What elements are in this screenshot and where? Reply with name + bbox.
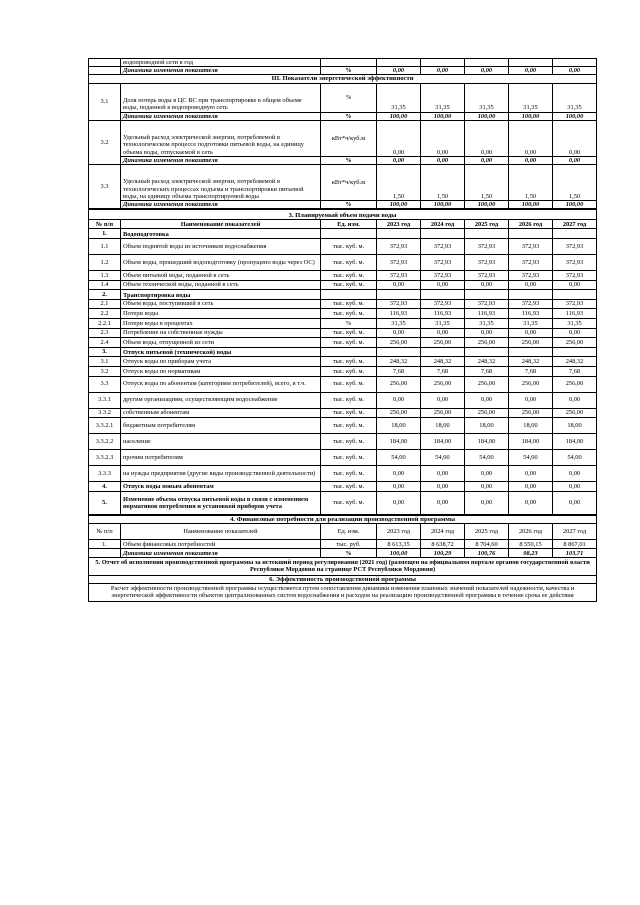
row-name: Объем питьевой воды, поданной в сеть	[121, 271, 321, 281]
row-value: 256,00	[553, 338, 597, 348]
row-value: 0,00	[553, 280, 597, 290]
row-value: 7,68	[421, 366, 465, 376]
row-value: 1,50	[509, 165, 553, 201]
row-value: 256,00	[377, 408, 421, 418]
row-unit: тыс. куб. м.	[321, 299, 377, 309]
fin-dyn-value: 100,29	[421, 548, 465, 557]
dyn-value: 100,00	[377, 201, 421, 209]
row-value: 31,35	[421, 83, 465, 112]
row-value: 372,93	[421, 255, 465, 271]
row-value: 0,00	[377, 466, 421, 482]
row-value: 372,93	[377, 239, 421, 255]
row-value: 184,00	[465, 434, 509, 450]
row-value: 248,32	[509, 357, 553, 367]
fin-row-name: Объем финансовых потребностей	[121, 539, 321, 548]
row-value: 0,00	[465, 392, 509, 408]
row-unit: %	[321, 318, 377, 328]
row-value: 0,00	[553, 392, 597, 408]
row-value: 256,00	[465, 376, 509, 392]
row-value: 0,00	[465, 482, 509, 492]
row-unit: тыс. куб. м.	[321, 466, 377, 482]
row-value: 0,00	[465, 466, 509, 482]
row-value: 18,00	[377, 418, 421, 434]
prev-row-cell	[421, 59, 465, 67]
row-value: 372,93	[553, 271, 597, 281]
row-value: 256,00	[465, 408, 509, 418]
fin-row-value: 8 704,60	[465, 539, 509, 548]
row-value: 0,00	[465, 280, 509, 290]
dyn-value: 100,00	[465, 201, 509, 209]
dyn-unit: %	[321, 67, 377, 75]
financial-needs-title: 4. Финансовые потребности для реализации производственной программы	[89, 515, 597, 523]
row-value: 7,68	[377, 366, 421, 376]
row-value: 256,00	[421, 376, 465, 392]
prev-row-name: водопроводной сети в год	[121, 59, 321, 67]
row-value: 256,00	[465, 338, 509, 348]
row-value: 372,93	[509, 271, 553, 281]
row-num: 1.	[89, 229, 121, 239]
row-value: 1,50	[377, 165, 421, 201]
row-value: 116,93	[553, 309, 597, 319]
header-num: № п/п	[89, 219, 121, 229]
row-value: 0,00	[377, 491, 421, 514]
section-cell	[321, 290, 377, 300]
row-value: 372,93	[421, 239, 465, 255]
fin-header-name: Наименование показателей	[121, 523, 321, 539]
row-value: 372,93	[465, 299, 509, 309]
dyn-value: 0,00	[553, 67, 597, 75]
dyn-value: 0,00	[509, 156, 553, 164]
row-value: 0,00	[421, 392, 465, 408]
dyn-value: 0,00	[509, 67, 553, 75]
row-unit: тыс. куб. м.	[321, 418, 377, 434]
prev-row-cell	[377, 59, 421, 67]
row-value: 372,93	[465, 239, 509, 255]
section-cell	[377, 290, 421, 300]
row-name: Отпуск воды новым абонентам	[121, 482, 321, 492]
row-value: 31,35	[553, 318, 597, 328]
row-num: 3.2	[89, 366, 121, 376]
row-value: 31,35	[465, 83, 509, 112]
row-value: 0,00	[377, 482, 421, 492]
row-name: Отпуск воды по нормативам	[121, 366, 321, 376]
row-value: 184,00	[509, 434, 553, 450]
row-value: 1,50	[465, 165, 509, 201]
section-cell	[465, 229, 509, 239]
dyn-unit: %	[321, 201, 377, 209]
dyn-value: 100,00	[509, 201, 553, 209]
row-unit: тыс. куб. м.	[321, 255, 377, 271]
fin-dyn-unit: %	[321, 548, 377, 557]
section-cell	[377, 229, 421, 239]
row-value: 372,93	[421, 299, 465, 309]
row-value: 184,00	[377, 434, 421, 450]
row-value: 18,00	[465, 418, 509, 434]
section-cell	[553, 290, 597, 300]
row-value: 256,00	[509, 338, 553, 348]
dyn-value: 100,00	[553, 112, 597, 120]
row-num: 3.3.2.2	[89, 434, 121, 450]
dyn-value: 0,00	[465, 67, 509, 75]
prev-row-cell	[553, 59, 597, 67]
row-value: 372,93	[421, 271, 465, 281]
row-value: 31,35	[377, 318, 421, 328]
fin-row-unit: тыс. руб.	[321, 539, 377, 548]
row-value: 0,00	[509, 491, 553, 514]
section-cell	[553, 229, 597, 239]
row-value: 0,00	[421, 280, 465, 290]
row-value: 18,00	[553, 418, 597, 434]
dyn-label: Динамика изменения показателя	[121, 67, 321, 75]
row-name: Объем технической воды, поданной в сеть	[121, 280, 321, 290]
section5-report: 5. Отчет об исполнении производственной программы за истекший период регулирования (2021 год) (размещен на официальном портале органов государственной власти Республики Мордовия на странице РСТ Республики Мордовия)	[89, 557, 597, 575]
row-name: Удельный расход электрической энергии, потребляемой в технологических процессах подъема и транспортировки питьевой воды, на единицу объема транспортируемой воды	[121, 165, 321, 201]
row-unit: тыс. куб. м.	[321, 239, 377, 255]
row-num: 3.1	[89, 83, 121, 120]
row-value: 7,68	[465, 366, 509, 376]
row-num: 4.	[89, 482, 121, 492]
row-value: 372,93	[509, 255, 553, 271]
row-unit: тыс. куб. м.	[321, 434, 377, 450]
row-value: 116,93	[465, 309, 509, 319]
prev-row-num	[89, 59, 121, 67]
row-value: 256,00	[509, 408, 553, 418]
energy-section-title: III. Показатели энергетической эффективности	[89, 75, 597, 83]
row-num: 2.	[89, 290, 121, 300]
row-value: 0,00	[509, 392, 553, 408]
row-num: 2.3	[89, 328, 121, 338]
header-2025: 2025 год	[465, 219, 509, 229]
section6-title: 6. Эффективность производственной программы	[89, 575, 597, 583]
dyn-value: 0,00	[465, 156, 509, 164]
energy-efficiency-table	[88, 58, 597, 209]
row-value: 54,00	[553, 450, 597, 466]
row-name: Потребление на собственные нужды	[121, 328, 321, 338]
row-value: 0,00	[553, 328, 597, 338]
row-value: 116,93	[421, 309, 465, 319]
fin-header-2025: 2025 год	[465, 523, 509, 539]
header-2024: 2024 год	[421, 219, 465, 229]
row-value: 372,93	[553, 239, 597, 255]
row-value: 256,00	[553, 408, 597, 418]
row-unit: тыс. куб. м.	[321, 271, 377, 281]
dyn-value: 100,00	[377, 112, 421, 120]
fin-dyn-value: 103,71	[553, 548, 597, 557]
row-unit: тыс. куб. м.	[321, 338, 377, 348]
water-supply-title: 3. Планируемый объем подачи воды	[89, 210, 597, 220]
dyn-value: 100,00	[553, 201, 597, 209]
dyn-label: Динамика изменения показателя	[121, 112, 321, 120]
row-value: 256,00	[421, 408, 465, 418]
row-value: 256,00	[377, 338, 421, 348]
fin-header-num: № п/п	[89, 523, 121, 539]
row-num: 2.2	[89, 309, 121, 319]
dyn-value: 100,00	[421, 112, 465, 120]
row-value: 0,00	[421, 491, 465, 514]
row-value: 54,00	[465, 450, 509, 466]
dyn-label: Динамика изменения показателя	[121, 201, 321, 209]
row-value: 31,35	[509, 83, 553, 112]
section-cell	[509, 290, 553, 300]
row-value: 0,00	[377, 280, 421, 290]
row-value: 372,93	[465, 271, 509, 281]
section-name: Транспортировка воды	[121, 290, 321, 300]
financial-needs-table	[88, 515, 597, 602]
row-unit: %	[321, 83, 377, 112]
row-value: 372,93	[377, 271, 421, 281]
row-num: 3.3.2.3	[89, 450, 121, 466]
dyn-label: Динамика изменения показателя	[121, 156, 321, 164]
row-value: 0,00	[377, 328, 421, 338]
row-value: 0,00	[553, 466, 597, 482]
row-value: 256,00	[509, 376, 553, 392]
row-value: 248,32	[553, 357, 597, 367]
row-name: другим организациям, осуществляющим водоснабжение	[121, 392, 321, 408]
row-num: 3.3.3	[89, 466, 121, 482]
row-value: 256,00	[421, 338, 465, 348]
row-num: 3.2	[89, 120, 121, 164]
row-value: 0,00	[553, 120, 597, 156]
fin-row-value: 8 867,01	[553, 539, 597, 548]
fin-dyn-label: Динамика изменения показателя	[121, 548, 321, 557]
row-value: 0,00	[509, 280, 553, 290]
dyn-value: 100,00	[421, 201, 465, 209]
row-unit: тыс. куб. м.	[321, 408, 377, 418]
row-value: 256,00	[553, 376, 597, 392]
row-name: на нужды предприятия (другие виды производственной деятельности)	[121, 466, 321, 482]
row-value: 248,32	[465, 357, 509, 367]
row-value: 0,00	[377, 392, 421, 408]
row-num: 3.	[89, 347, 121, 357]
row-unit: тыс. куб. м.	[321, 309, 377, 319]
dyn-value: 0,00	[553, 156, 597, 164]
dyn-unit: %	[321, 156, 377, 164]
row-num: 2.2.1	[89, 318, 121, 328]
section-cell	[465, 347, 509, 357]
row-unit: тыс. куб. м.	[321, 450, 377, 466]
row-unit: тыс. куб. м.	[321, 482, 377, 492]
row-name: население	[121, 434, 321, 450]
row-value: 256,00	[377, 376, 421, 392]
row-value: 1,50	[421, 165, 465, 201]
row-value: 184,00	[553, 434, 597, 450]
row-value: 372,93	[509, 239, 553, 255]
row-value: 0,00	[421, 120, 465, 156]
section-cell	[465, 290, 509, 300]
row-num: 3.1	[89, 357, 121, 367]
section6-text: Расчет эффективности производственной программы осуществляется путем сопоставления динамики изменения плановых значений показателей надежности, качества и энергетической эффективности объектов централизованных систем водоснабжения и расходов на реализацию производственной программы в течение срока ее действия	[89, 583, 597, 601]
row-value: 7,68	[553, 366, 597, 376]
row-num: 2.4	[89, 338, 121, 348]
dyn-empty	[89, 67, 121, 75]
row-unit: тыс. куб. м.	[321, 328, 377, 338]
row-value: 31,35	[553, 83, 597, 112]
fin-header-2026: 2026 год	[509, 523, 553, 539]
row-unit: тыс. куб. м.	[321, 366, 377, 376]
row-unit: тыс. куб. м.	[321, 357, 377, 367]
row-name: Объем поднятой воды из источников водоснабжения	[121, 239, 321, 255]
dyn-value: 100,00	[509, 112, 553, 120]
row-name: собственным абонентам	[121, 408, 321, 418]
row-value: 54,00	[377, 450, 421, 466]
row-value: 0,00	[553, 482, 597, 492]
prev-row-cell	[465, 59, 509, 67]
document-sheet	[88, 58, 596, 602]
row-num: 3.3.1	[89, 392, 121, 408]
fin-header-2024: 2024 год	[421, 523, 465, 539]
section-cell	[377, 347, 421, 357]
fin-dyn-value: 98,23	[509, 548, 553, 557]
row-value: 248,32	[421, 357, 465, 367]
row-num: 1.3	[89, 271, 121, 281]
row-num: 5.	[89, 491, 121, 514]
row-num: 1.4	[89, 280, 121, 290]
prev-row-cell	[321, 59, 377, 67]
row-name: Объем воды, поступившей в сеть	[121, 299, 321, 309]
row-unit: тыс. куб. м.	[321, 392, 377, 408]
row-name: Удельный расход электрической энергии, потребляемой в технологическом процессе подготовки питьевой воды, на единицу объема воды, отпускаемой в сеть	[121, 120, 321, 156]
row-value: 18,00	[421, 418, 465, 434]
fin-dyn-empty	[89, 548, 121, 557]
row-value: 0,00	[509, 328, 553, 338]
section-cell	[321, 347, 377, 357]
row-value: 31,35	[377, 83, 421, 112]
row-unit: тыс. куб. м.	[321, 491, 377, 514]
fin-header-2027: 2027 год	[553, 523, 597, 539]
row-value: 0,00	[421, 466, 465, 482]
row-name: Объем воды, отпущенной из сети	[121, 338, 321, 348]
row-value: 184,00	[421, 434, 465, 450]
row-value: 0,00	[553, 491, 597, 514]
prev-row-cell	[509, 59, 553, 67]
row-value: 7,68	[509, 366, 553, 376]
row-name: прочим потребителям	[121, 450, 321, 466]
row-value: 0,00	[377, 120, 421, 156]
fin-header-2023: 2023 год	[377, 523, 421, 539]
row-value: 372,93	[377, 299, 421, 309]
row-name: Объем воды, прошедший водоподготовку (пропущено воды через ОС)	[121, 255, 321, 271]
row-name: Потери воды в процентах	[121, 318, 321, 328]
row-num: 3.3.2	[89, 408, 121, 418]
row-value: 18,00	[509, 418, 553, 434]
row-value: 372,93	[465, 255, 509, 271]
row-num: 3.3	[89, 165, 121, 209]
row-unit: кВт*ч/куб.м	[321, 165, 377, 201]
row-value: 1,50	[553, 165, 597, 201]
row-value: 116,93	[509, 309, 553, 319]
row-num: 3.3	[89, 376, 121, 392]
fin-dyn-value: 100,00	[377, 548, 421, 557]
section-cell	[421, 290, 465, 300]
row-value: 31,35	[509, 318, 553, 328]
row-name: Доля потерь воды в ЦС ВС при транспортировке в общем объеме воды, поданной в водопроводную сеть	[121, 83, 321, 112]
header-2027: 2027 год	[553, 219, 597, 229]
section-cell	[421, 229, 465, 239]
header-name: Наименование показателей	[121, 219, 321, 229]
dyn-value: 100,00	[465, 112, 509, 120]
row-name: Отпуск воды по абонентам (категориям потребителей), всего, в т.ч.	[121, 376, 321, 392]
row-value: 54,00	[509, 450, 553, 466]
dyn-value: 0,00	[421, 67, 465, 75]
row-value: 116,93	[377, 309, 421, 319]
row-value: 31,35	[421, 318, 465, 328]
row-value: 0,00	[421, 328, 465, 338]
row-value: 0,00	[465, 328, 509, 338]
row-num: 1.1	[89, 239, 121, 255]
row-value: 372,93	[553, 299, 597, 309]
fin-row-value: 8 638,72	[421, 539, 465, 548]
row-num: 2.1	[89, 299, 121, 309]
section-cell	[509, 229, 553, 239]
section-cell	[421, 347, 465, 357]
water-supply-table	[88, 209, 597, 515]
row-value: 0,00	[509, 120, 553, 156]
row-value: 54,00	[421, 450, 465, 466]
fin-row-value: 8 550,15	[509, 539, 553, 548]
row-value: 372,93	[553, 255, 597, 271]
row-unit: кВт*ч/куб.м	[321, 120, 377, 156]
section-cell	[553, 347, 597, 357]
section-cell	[509, 347, 553, 357]
row-value: 372,93	[509, 299, 553, 309]
dyn-value: 0,00	[377, 156, 421, 164]
row-value: 0,00	[465, 120, 509, 156]
header-unit: Ед. изм.	[321, 219, 377, 229]
row-name: Потери воды	[121, 309, 321, 319]
dyn-unit: %	[321, 112, 377, 120]
row-name: бюджетным потребителям	[121, 418, 321, 434]
row-name: Отпуск воды по приборам учета	[121, 357, 321, 367]
dyn-value: 0,00	[377, 67, 421, 75]
row-unit: тыс. куб. м.	[321, 376, 377, 392]
row-value: 248,32	[377, 357, 421, 367]
row-unit: тыс. куб. м.	[321, 280, 377, 290]
dyn-value: 0,00	[421, 156, 465, 164]
fin-row-num: 1.	[89, 539, 121, 548]
row-num: 1.2	[89, 255, 121, 271]
header-2026: 2026 год	[509, 219, 553, 229]
row-num: 3.3.2.1	[89, 418, 121, 434]
row-value: 0,00	[465, 491, 509, 514]
row-value: 31,35	[465, 318, 509, 328]
row-value: 0,00	[509, 482, 553, 492]
section-name: Водоподготовка	[121, 229, 321, 239]
row-name: Изменение объема отпуска питьевой воды в связи с изменением нормативов потребления и установкой приборов учета	[121, 491, 321, 514]
row-value: 0,00	[509, 466, 553, 482]
section-cell	[321, 229, 377, 239]
row-value: 0,00	[421, 482, 465, 492]
fin-dyn-value: 100,76	[465, 548, 509, 557]
row-value: 372,93	[377, 255, 421, 271]
header-2023: 2023 год	[377, 219, 421, 229]
fin-row-value: 8 613,35	[377, 539, 421, 548]
fin-header-unit: Ед. изм.	[321, 523, 377, 539]
section-name: Отпуск питьевой (технической) воды	[121, 347, 321, 357]
